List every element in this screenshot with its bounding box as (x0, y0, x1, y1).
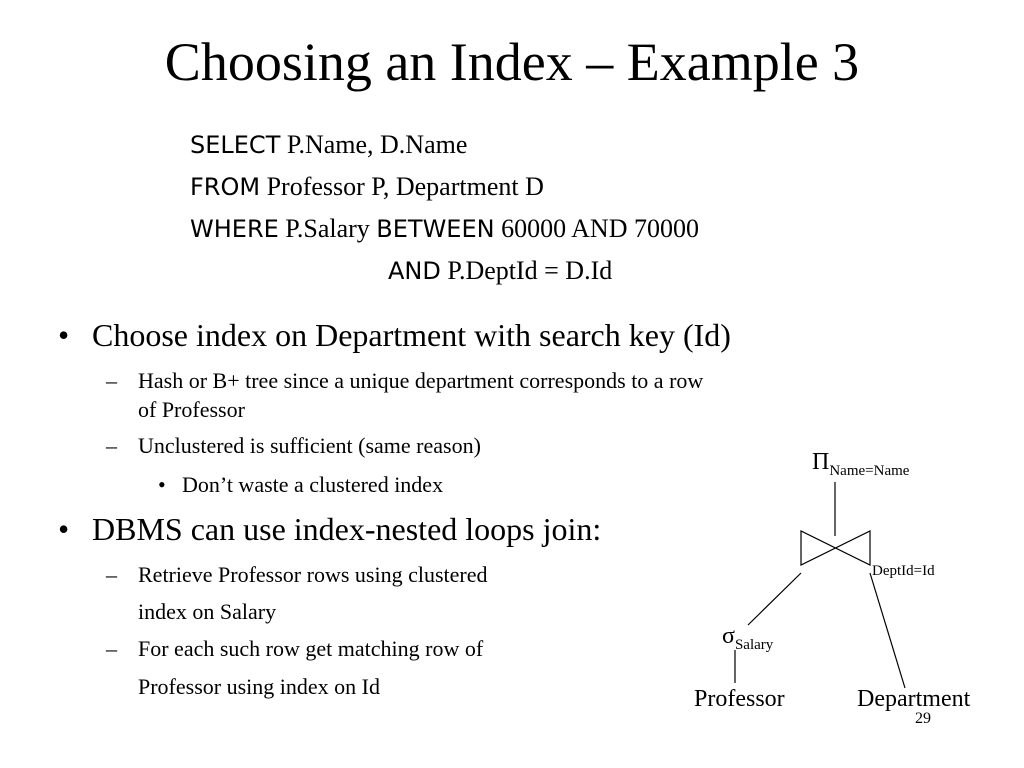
join-condition-label: DeptId=Id (872, 563, 935, 579)
sub-bullet-hash-cont: of Professor (138, 397, 245, 422)
selection-attribute: Salary (734, 637, 774, 653)
sub-bullet-line: Retrieve Professor rows using clustered (138, 562, 488, 587)
bullet-glyph: • (58, 511, 70, 547)
bullet-glyph: • (158, 472, 166, 497)
sql-from-tables: Professor P, Department D (266, 172, 544, 201)
selection-symbol: σ (722, 623, 735, 649)
join-to-select-edge (748, 573, 801, 625)
slide-title: Choosing an Index – Example 3 (164, 32, 860, 92)
sub-bullet-retrieve-cont: index on Salary (138, 599, 277, 624)
bullet-text: DBMS can use index-nested loops join: (92, 511, 602, 547)
bullet-glyph: • (58, 317, 70, 353)
subsub-bullet-text: Don’t waste a clustered index (182, 472, 444, 497)
sub-bullet-line: For each such row get matching row of (138, 636, 484, 661)
projection-symbol: Π (812, 449, 830, 475)
sub-bullet-line: Hash or B+ tree since a unique department corresponds to a row (138, 368, 704, 393)
professor-leaf: Professor (694, 686, 785, 712)
bullet-text: Choose index on Department with search key (Id) (92, 317, 731, 353)
join-bowtie-icon (801, 531, 870, 565)
projection-node (812, 448, 909, 485)
department-leaf: Department (857, 686, 971, 712)
sql-select-keyword: SELECT (190, 131, 281, 159)
sql-from-keyword: FROM (190, 173, 261, 201)
dash-glyph: – (106, 562, 117, 587)
sub-bullet-foreach-cont: Professor using index on Id (138, 674, 380, 699)
projection-attributes: Name=Name (829, 463, 910, 479)
dash-glyph: – (106, 433, 117, 458)
sql-and-keyword: AND (388, 257, 441, 285)
join-to-department-edge (870, 573, 905, 688)
dash-glyph: – (106, 368, 117, 393)
sql-where-keyword: WHERE (190, 215, 279, 243)
sql-select-columns: P.Name, D.Name (286, 130, 468, 159)
selection-node (722, 622, 773, 659)
sub-bullet-line: Unclustered is sufficient (same reason) (138, 433, 481, 458)
sql-where-range: 60000 AND 70000 (501, 214, 699, 243)
sql-where-column: P.Salary (285, 214, 370, 243)
dash-glyph: – (106, 636, 117, 661)
sql-join-condition: P.DeptId = D.Id (447, 256, 613, 285)
page-number: 29 (915, 710, 931, 727)
sql-between-keyword: BETWEEN (376, 215, 495, 243)
